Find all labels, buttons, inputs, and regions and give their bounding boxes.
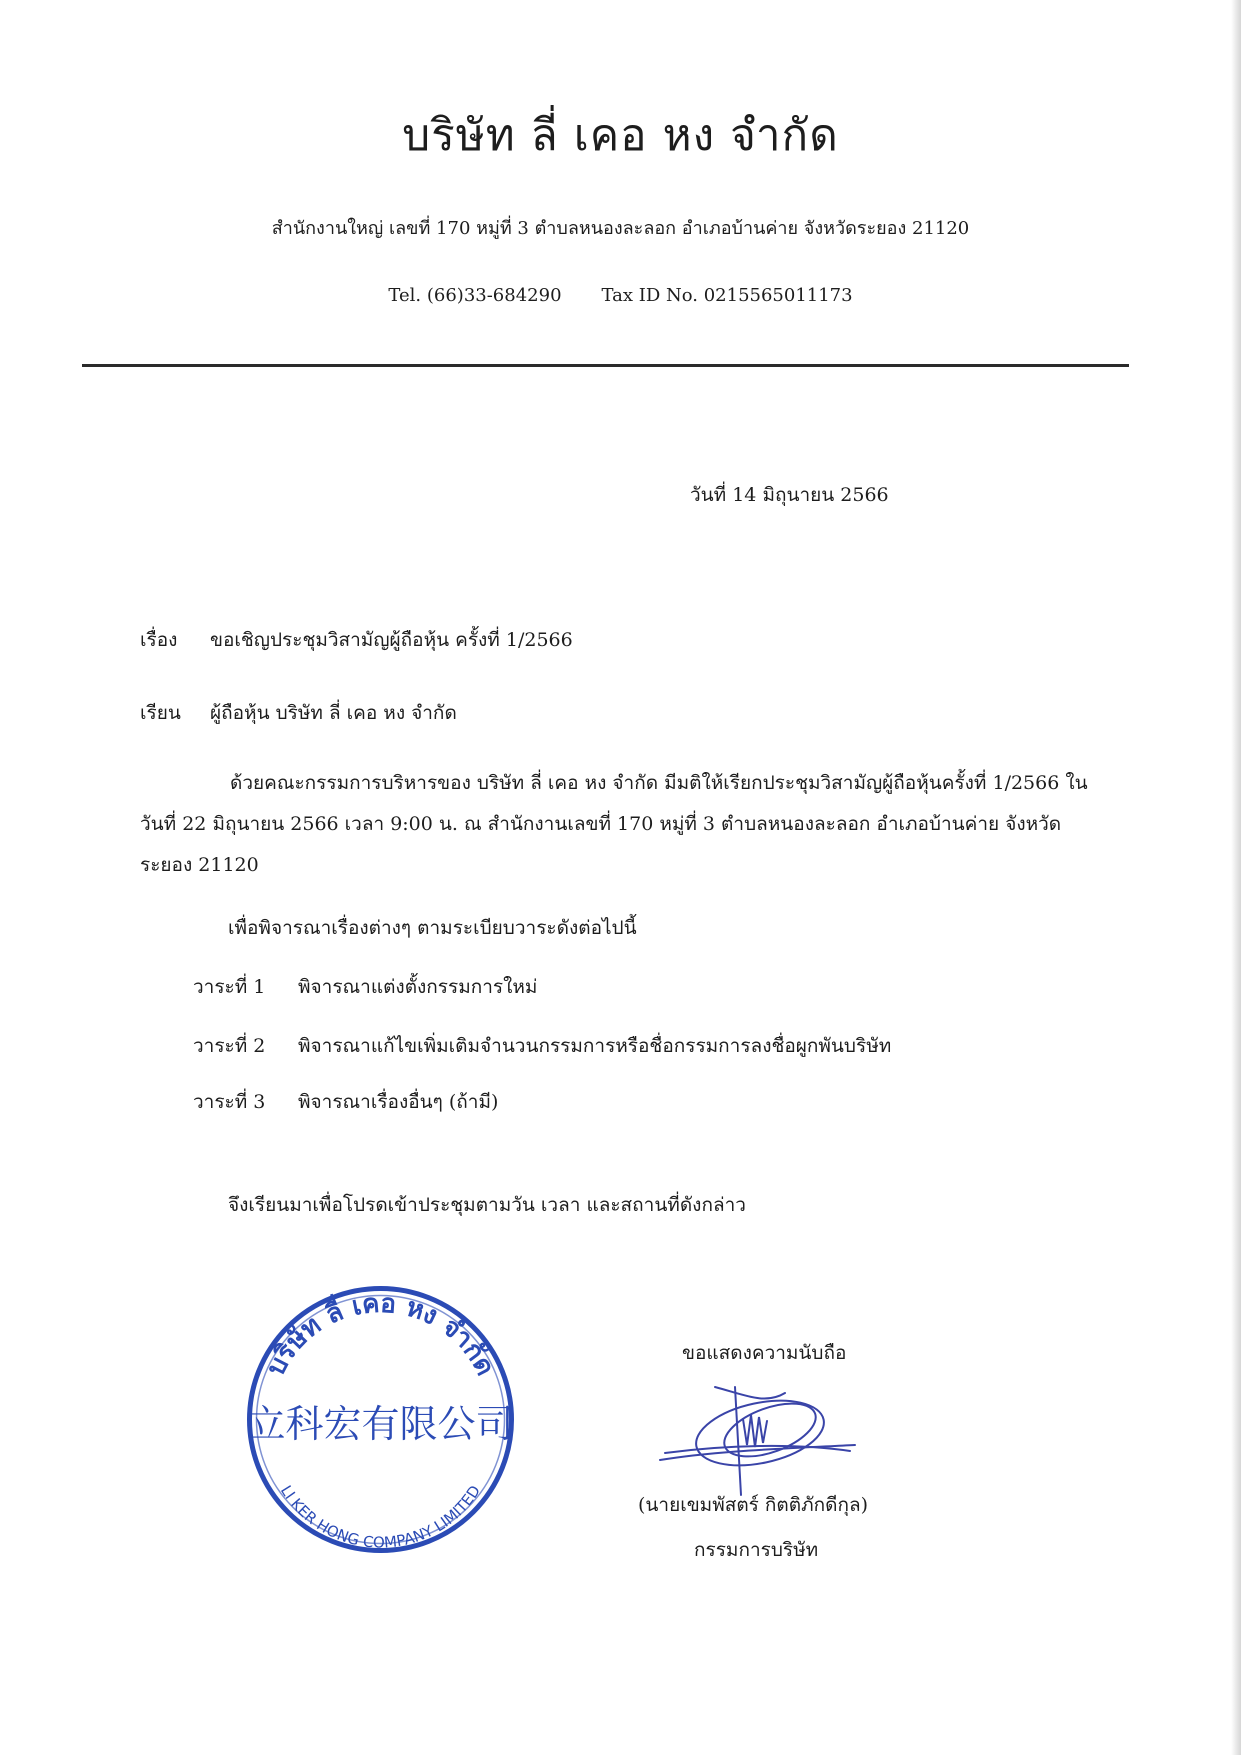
recipient-label: เรียน bbox=[140, 702, 181, 724]
handwritten-signature bbox=[655, 1385, 865, 1500]
letter-date: วันที่ 14 มิถุนายน 2566 bbox=[690, 484, 889, 506]
signatory-name: (นายเขมพัสตร์ กิตติภักดีกุล) bbox=[638, 1494, 869, 1516]
company-name: บริษัท ลี่ เคอ หง จำกัด bbox=[402, 110, 839, 161]
signatory-title: กรรมการบริษัท bbox=[694, 1539, 819, 1561]
agenda-item-2-text: พิจารณาแก้ไขเพิ่มเติมจำนวนกรรมการหรือชื่อกรรมการลงชื่อผูกพันบริษัท bbox=[298, 1035, 892, 1057]
subject-label: เรื่อง bbox=[140, 629, 178, 651]
subject-text: ขอเชิญประชุมวิสามัญผู้ถือหุ้น ครั้งที่ 1/2566 bbox=[210, 629, 573, 651]
company-address: สำนักงานใหญ่ เลขที่ 170 หมู่ที่ 3 ตำบลหนองละลอก อำเภอบ้านค่าย จังหวัดระยอง 21120 bbox=[271, 218, 970, 239]
header-divider bbox=[82, 364, 1129, 367]
company-seal-stamp bbox=[243, 1282, 518, 1557]
tax-id: Tax ID No. 0215565011173 bbox=[601, 285, 853, 306]
agenda-item-1-text: พิจารณาแต่งตั้งกรรมการใหม่ bbox=[298, 976, 538, 998]
agenda-item-2-label: วาระที่ 2 bbox=[193, 1035, 266, 1057]
body-paragraph: ด้วยคณะกรรมการบริหารของ บริษัท ลี่ เคอ หง จำกัด มีมติให้เรียกประชุมวิสามัญผู้ถือหุ้นครั้งที่ 1/2566 ในวันที่ 22 มิถุนายน 2566 เวลา 9:00 น. ณ สำนักงานเลขที่ 170 หมู่ที่ 3 ตำบลหนองละลอก อำเภอบ้านค่าย จังหวัดระยอง 21120 bbox=[140, 772, 1088, 876]
agenda-item-1-label: วาระที่ 1 bbox=[193, 976, 266, 998]
contact-line bbox=[0, 285, 1241, 306]
closing-sentence: จึงเรียนมาเพื่อโปรดเข้าประชุมตามวัน เวลา และสถานที่ดังกล่าว bbox=[228, 1194, 746, 1216]
svg-text:บริษัท ลี่ เคอ หง จำกัด bbox=[261, 1289, 500, 1381]
svg-text:LI KER HONG COMPANY LIMITED bbox=[277, 1482, 484, 1552]
agenda-intro: เพื่อพิจารณาเรื่องต่างๆ ตามระเบียบวาระดังต่อไปนี้ bbox=[228, 917, 637, 939]
seal-thai-text: บริษัท ลี่ เคอ หง จำกัด bbox=[260, 1288, 501, 1381]
agenda-item-3-label: วาระที่ 3 bbox=[193, 1091, 266, 1113]
scan-edge-shadow bbox=[1231, 0, 1241, 1755]
complimentary-close: ขอแสดงความนับถือ bbox=[682, 1342, 847, 1364]
seal-english-text: LI KER HONG COMPANY LIMITED bbox=[276, 1482, 485, 1552]
agenda-item-3-text: พิจารณาเรื่องอื่นๆ (ถ้ามี) bbox=[298, 1091, 499, 1113]
telephone: Tel. (66)33-684290 bbox=[388, 285, 562, 306]
seal-chinese-text: 立科宏有限公司 bbox=[247, 1402, 514, 1446]
recipient-text: ผู้ถือหุ้น บริษัท ลี่ เคอ หง จำกัด bbox=[210, 702, 457, 724]
